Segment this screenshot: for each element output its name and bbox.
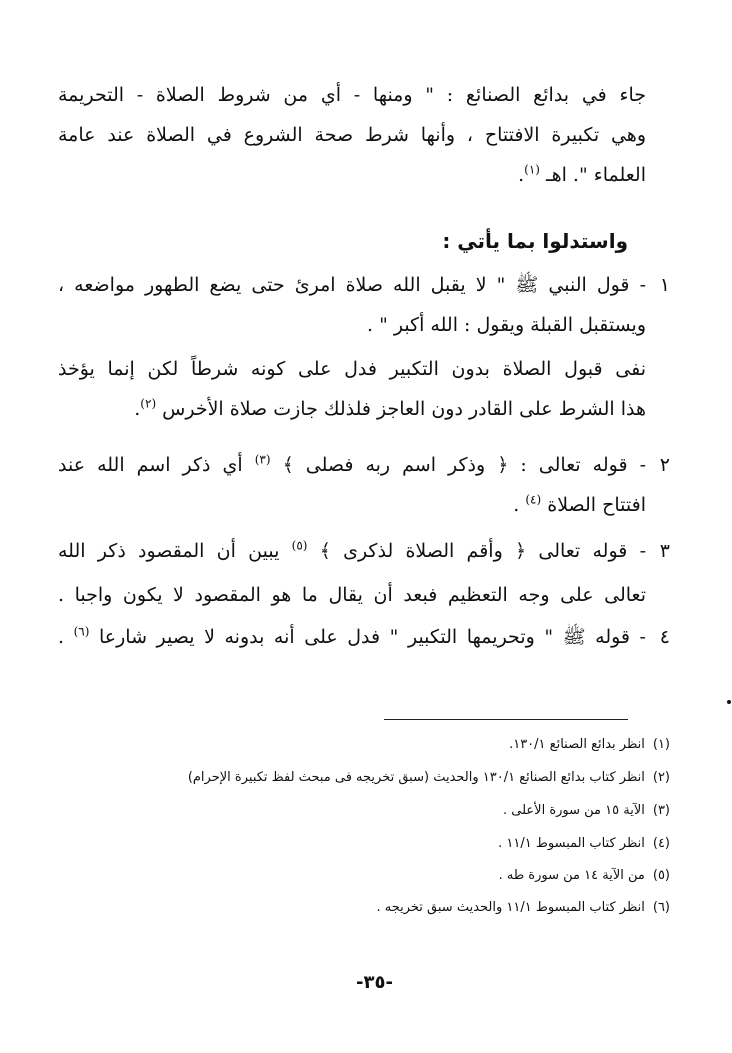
explanation-line-2-text: هذا الشرط على القادر دون العاجز فلذلك جازت صلاة الأخرس xyxy=(162,398,646,420)
footnote-6-text: انظر كتاب المبسوط ١١/١ والحديث سبق تخريجه . xyxy=(376,900,645,915)
item-number-3: ٣ xyxy=(659,540,670,562)
margin-dot xyxy=(727,700,731,704)
item-2-line-1-rest: أي ذكر اسم الله عند xyxy=(58,454,243,476)
footnote-5 xyxy=(499,866,670,886)
item-number-4: ٤ xyxy=(659,626,670,648)
footnote-5-number: (٥) xyxy=(652,868,670,883)
footnote-5-text: من الآية ١٤ من سورة طه . xyxy=(498,868,645,883)
footnote-separator xyxy=(384,719,628,720)
footnote-4-number: (٤) xyxy=(652,836,670,851)
item-3-line-1-text: - قوله تعالى ﴿ وأقم الصلاة لذكرى ﴾ xyxy=(319,540,647,562)
item-1-line-2: ويستقبل القبلة ويقول : الله أكبر " . xyxy=(366,314,646,336)
footnote-2-text: انظر كتاب بدائع الصنائع ١٣٠/١ والحديث (سبق تخريجه فى مبحث لفظ تكبيرة الإحرام) xyxy=(187,770,645,785)
footnote-2-number: (٢) xyxy=(652,770,670,785)
footnote-1-number: (١) xyxy=(652,737,670,752)
footnote-ref-2: (٢) xyxy=(140,396,157,411)
footnote-ref-1: (١) xyxy=(524,162,540,177)
intro-line-1: جاء في بدائع الصنائع : " ومنها - أي من شروط الصلاة - التحريمة xyxy=(58,84,646,106)
section-heading: واستدلوا بما يأتي : xyxy=(442,229,628,253)
footnote-4-text: انظر كتاب المبسوط ١١/١ . xyxy=(498,836,645,851)
item-1-line-1: - قول النبي ﷺ " لا يقبل الله صلاة امرئ حتى يضع الطهور مواضعه ، xyxy=(58,274,646,296)
footnote-6 xyxy=(376,898,670,918)
page-number: -٣٥- xyxy=(356,972,393,993)
footnote-ref-5: (٥) xyxy=(291,538,308,553)
footnote-3 xyxy=(503,801,670,821)
explanation-line-1: نفى قبول الصلاة بدون التكبير فدل على كونه شرطاً لكن إنما يؤخذ xyxy=(58,358,646,380)
intro-line-3: العلماء ". اهـ $^{(١)}$. xyxy=(518,162,646,186)
footnote-2 xyxy=(188,768,670,788)
explanation-line-2: هذا الشرط على القادر دون العاجز فلذلك جازت صلاة الأخرس $^{(٢)}$. xyxy=(134,396,646,420)
item-2-line-1-text: - قوله تعالى : ﴿ وذكر اسم ربه فصلى ﴾ xyxy=(282,454,646,476)
item-2-line-2: افتتاح الصلاة $^{(٤)}$ . xyxy=(513,492,646,516)
item-2-line-1 xyxy=(58,450,646,480)
footnote-1 xyxy=(509,735,670,755)
item-3-line-2: تعالى على وجه التعظيم فبعد أن يقال ما هو المقصود لا يكون واجبا . xyxy=(58,584,646,606)
intro-line-2: وهي تكبيرة الافتتاح ، وأنها شرط صحة الشروع في الصلاة عند عامة xyxy=(58,124,646,146)
item-number-2: ٢ xyxy=(659,454,670,476)
item-4-line-1: - قوله ﷺ " وتحريمها التكبير " فدل على أنه بدونه لا يصير شارعا $^{(٦)}$ . xyxy=(58,624,646,648)
footnote-6-number: (٦) xyxy=(652,900,670,915)
item-3-line-1-rest: يبين أن المقصود ذكر الله xyxy=(58,540,280,562)
footnote-ref-6: (٦) xyxy=(73,624,90,639)
item-2-line-2-text: افتتاح الصلاة xyxy=(547,494,646,516)
footnote-ref-4: (٤) xyxy=(525,492,542,507)
footnote-1-text: انظر بدائع الصنائع ١٣٠/١. xyxy=(509,737,645,752)
intro-line-3-text: العلماء ". اهـ xyxy=(546,164,646,186)
item-3-line-1 xyxy=(58,536,646,566)
footnote-3-number: (٣) xyxy=(652,803,670,818)
item-4-line-1-text: - قوله ﷺ " وتحريمها التكبير " فدل على أنه بدونه لا يصير شارعا xyxy=(98,626,646,648)
footnote-4 xyxy=(498,834,670,854)
item-number-1: ١ xyxy=(659,274,670,296)
footnote-3-text: الآية ١٥ من سورة الأعلى . xyxy=(503,803,645,818)
footnote-ref-3: (٣) xyxy=(254,452,271,467)
